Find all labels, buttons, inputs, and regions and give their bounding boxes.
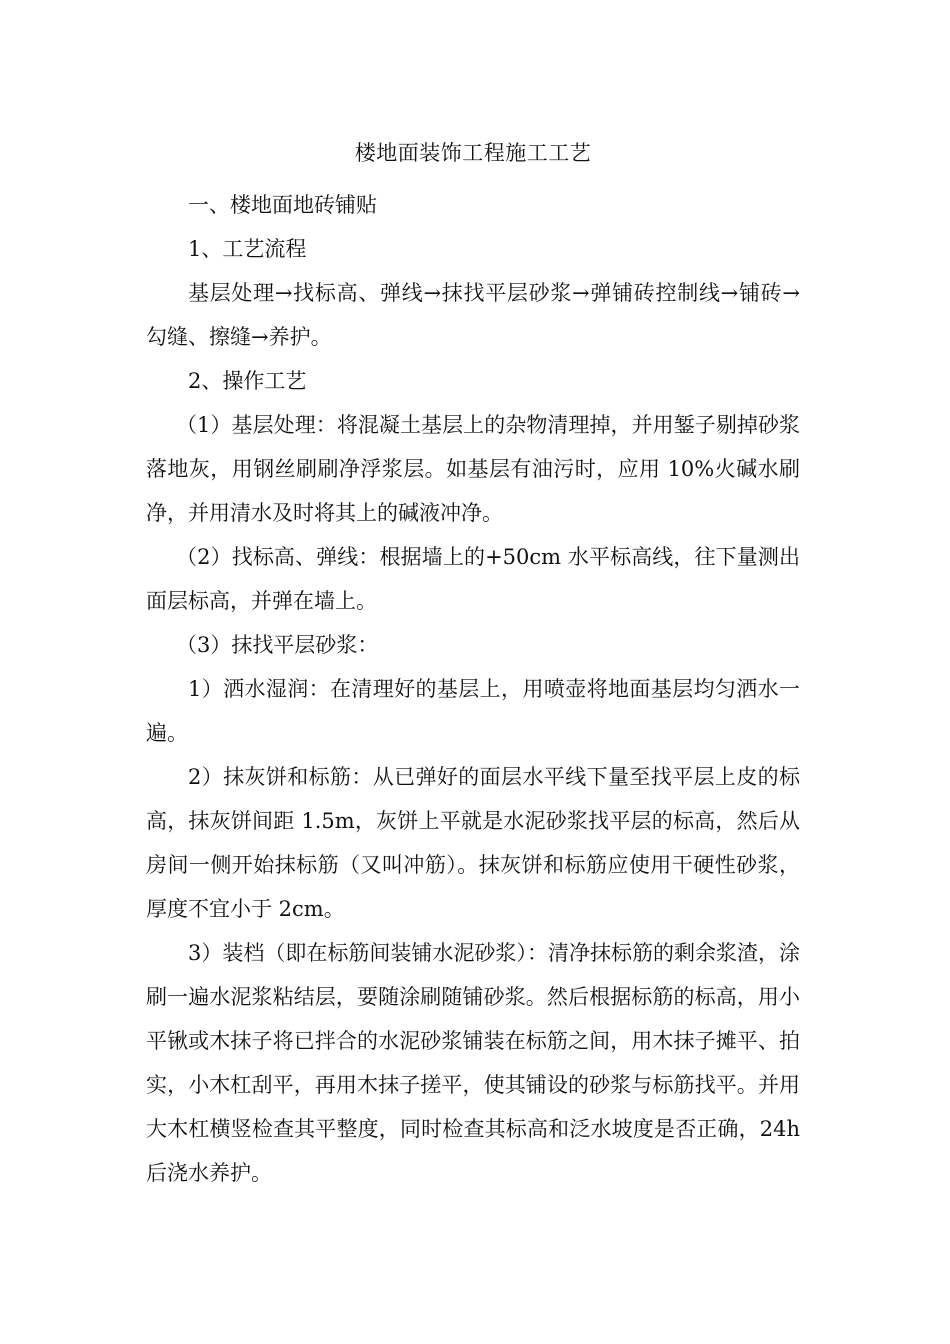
section-heading: 一、楼地面地砖铺贴 xyxy=(188,193,377,217)
subsection-heading: 1、工艺流程 xyxy=(188,237,307,261)
body-paragraph: 3）装档（即在标筋间装铺水泥砂浆）：清净抹标筋的剩余浆渣，涂刷一遍水泥浆粘结层，要随涂刷随铺砂浆。然后根据标筋的标高，用小平锹或木抹子将已拌合的水泥砂浆铺装在标筋之间，用木抹子摊平、拍实，小木杠刮平，再用木抹子搓平，使其铺设的砂浆与标筋找平。并用大木杠横竖检查其平整度，同时检查其标高和泛水坡度是否正确，24h 后浇水养护。 xyxy=(146,941,800,1185)
subsection-heading: 2、操作工艺 xyxy=(188,369,307,393)
document-title: 楼地面装饰工程施工工艺 xyxy=(354,141,592,165)
body-paragraph: （1）基层处理：将混凝土基层上的杂物清理掉，并用錾子剔掉砂浆落地灰，用钢丝刷刷净浮浆层。如基层有油污时，应用 10%火碱水刷净，并用清水及时将其上的碱液冲净。 xyxy=(146,413,800,525)
body-paragraph: 2）抹灰饼和标筋：从已弹好的面层水平线下量至找平层上皮的标高，抹灰饼间距 1.5m，灰饼上平就是水泥砂浆找平层的标高，然后从房间一侧开始抹标筋（又叫冲筋）。抹灰饼和标筋应使用干硬性砂浆，厚度不宜小于 2cm。 xyxy=(146,765,800,921)
document-body xyxy=(146,131,800,1195)
body-paragraph: 1）洒水湿润：在清理好的基层上，用喷壶将地面基层均匀洒水一遍。 xyxy=(146,677,800,745)
body-paragraph: （2）找标高、弹线：根据墙上的+50cm 水平标高线，往下量测出面层标高，并弹在墙上。 xyxy=(146,545,800,613)
body-paragraph: 基层处理→找标高、弹线→抹找平层砂浆→弹铺砖控制线→铺砖→勾缝、擦缝→养护。 xyxy=(146,281,800,349)
body-paragraph: （3）抹找平层砂浆： xyxy=(176,633,379,657)
